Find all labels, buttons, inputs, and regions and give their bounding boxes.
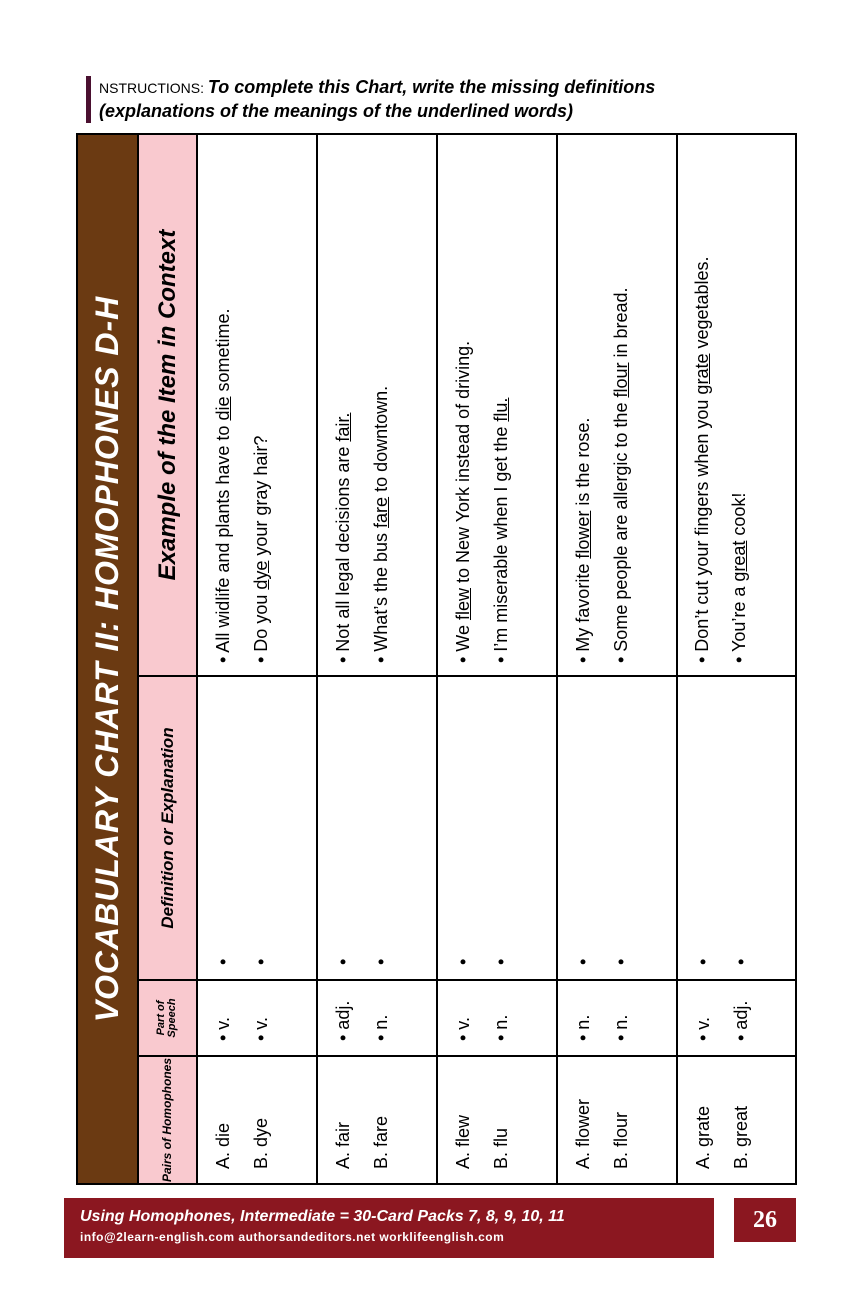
pos-a: • v. (213, 1017, 233, 1041)
pair-cell (438, 1055, 556, 1183)
example-b-pre: • I’m miserable when I get the (491, 421, 511, 663)
example-a (572, 135, 610, 663)
pos-cell (558, 979, 676, 1055)
example-b-underlined: great (729, 540, 749, 582)
example-a-pre: • We (453, 620, 473, 663)
vocabulary-chart (76, 133, 797, 1185)
definition-a[interactable]: • (453, 958, 473, 965)
example-a-underlined: grate (692, 353, 712, 395)
example-b-post: cook! (729, 492, 749, 541)
table-row (438, 135, 558, 1183)
example-b-underlined: fare (371, 496, 391, 528)
header-row (139, 135, 198, 1183)
definition-cell[interactable] (438, 675, 556, 979)
example-cell (198, 135, 316, 675)
example-b-pre: • Some people are allergic to the (611, 397, 631, 663)
word-b: B. dye (251, 1117, 271, 1169)
word-a: A. flew (453, 1114, 473, 1169)
definition-cell[interactable] (558, 675, 676, 979)
example-a-pre: • Don’t cut your fingers when you (692, 394, 712, 663)
pos-a: • v. (693, 1017, 713, 1041)
example-a-underlined: die (213, 396, 233, 421)
example-cell (678, 135, 795, 675)
pos-b: • n. (491, 1014, 511, 1041)
example-b-post: to downtown. (371, 385, 391, 497)
example-a-pre: • All widlife and plants have to (213, 420, 233, 663)
chart-title: VOCABULARY CHART II: HOMOPHONES D-H (78, 135, 139, 1183)
definition-b[interactable]: • (611, 958, 631, 965)
chart-rotated (78, 135, 795, 1183)
table-row (678, 135, 795, 1183)
instructions (86, 76, 799, 123)
example-a (332, 135, 370, 663)
example-a-post: sometime. (213, 308, 233, 397)
example-b (728, 135, 766, 663)
page-number: 26 (734, 1198, 796, 1242)
pos-b: • n. (371, 1014, 391, 1041)
example-b-post: your gray hair? (251, 435, 271, 561)
word-b: B. flu (491, 1127, 511, 1169)
example-b-pre: • What’s the bus (371, 527, 391, 663)
example-b-underlined: flu. (491, 397, 511, 422)
word-a: A. die (213, 1122, 233, 1169)
word-a: A. fair (333, 1121, 353, 1169)
definition-a[interactable]: • (213, 958, 233, 965)
example-cell (558, 135, 676, 675)
example-b (370, 135, 408, 663)
definition-b[interactable]: • (731, 958, 751, 965)
pos-cell (678, 979, 795, 1055)
word-b: B. flour (611, 1111, 631, 1169)
pair-cell (318, 1055, 436, 1183)
header-pos: Part of Speech (139, 979, 196, 1055)
pos-b: • v. (251, 1017, 271, 1041)
word-a: A. flower (573, 1098, 593, 1169)
example-a-post: vegetables. (692, 256, 712, 354)
example-cell (318, 135, 436, 675)
example-b-underlined: flour (611, 362, 631, 398)
example-b (610, 135, 648, 663)
example-b-post: in bread. (611, 287, 631, 363)
table-row (318, 135, 438, 1183)
word-b: B. great (731, 1105, 751, 1169)
pos-cell (198, 979, 316, 1055)
word-a: A. grate (693, 1105, 713, 1169)
pair-cell (558, 1055, 676, 1183)
pos-a: • adj. (333, 1000, 353, 1041)
example-a (692, 135, 712, 663)
definition-b[interactable]: • (251, 958, 271, 965)
definition-cell[interactable] (318, 675, 436, 979)
footer-title: Using Homophones, Intermediate = 30-Card Packs 7, 8, 9, 10, 11 (80, 1208, 565, 1225)
pair-cell (198, 1055, 316, 1183)
instructions-lead: NSTRUCTIONS: (99, 80, 208, 96)
word-b: B. fare (371, 1115, 391, 1169)
definition-b[interactable]: • (371, 958, 391, 965)
definition-b[interactable]: • (491, 958, 511, 965)
example-b (250, 135, 288, 663)
definition-a[interactable]: • (573, 958, 593, 965)
header-definition: Definition or Explanation (139, 675, 196, 979)
instructions-line2: (explanations of the meanings of the underlined words) (99, 101, 574, 121)
footer-banner (64, 1198, 714, 1258)
pair-cell (678, 1055, 795, 1183)
pos-cell (318, 979, 436, 1055)
example-b (490, 135, 528, 663)
example-a-underlined: flew (453, 588, 473, 621)
pos-a: • n. (573, 1014, 593, 1041)
table-row (198, 135, 318, 1183)
example-a-pre: • Not all legal decisions are (333, 441, 353, 663)
example-a (212, 135, 250, 663)
example-b-underlined: dye (251, 560, 271, 590)
definition-cell[interactable] (678, 675, 795, 979)
example-a (452, 135, 490, 663)
table-row (558, 135, 678, 1183)
example-a-underlined: fair. (333, 412, 353, 442)
definition-cell[interactable] (198, 675, 316, 979)
example-b-pre: • You’re a (729, 581, 749, 663)
pos-cell (438, 979, 556, 1055)
instructions-line1: To complete this Chart, write the missing definitions (207, 77, 656, 97)
example-a-post: to New York instead of driving. (453, 340, 473, 588)
example-a-post: is the rose. (573, 417, 593, 511)
header-pairs: Pairs of Homophones (139, 1055, 196, 1183)
header-example: Example of the Item in Context (139, 135, 196, 675)
example-cell (438, 135, 556, 675)
example-a-underlined: flower (573, 510, 593, 559)
footer-links: info@2learn-english.com authorsandeditors.net worklifeenglish.com (80, 1230, 505, 1244)
definition-a[interactable]: • (333, 958, 353, 965)
example-a-pre: • My favorite (573, 558, 593, 663)
example-b-pre: • Do you (251, 589, 271, 663)
pos-a: • v. (453, 1017, 473, 1041)
definition-a[interactable]: • (693, 958, 713, 965)
pos-b: • n. (611, 1014, 631, 1041)
pos-b: • adj. (731, 1000, 751, 1041)
